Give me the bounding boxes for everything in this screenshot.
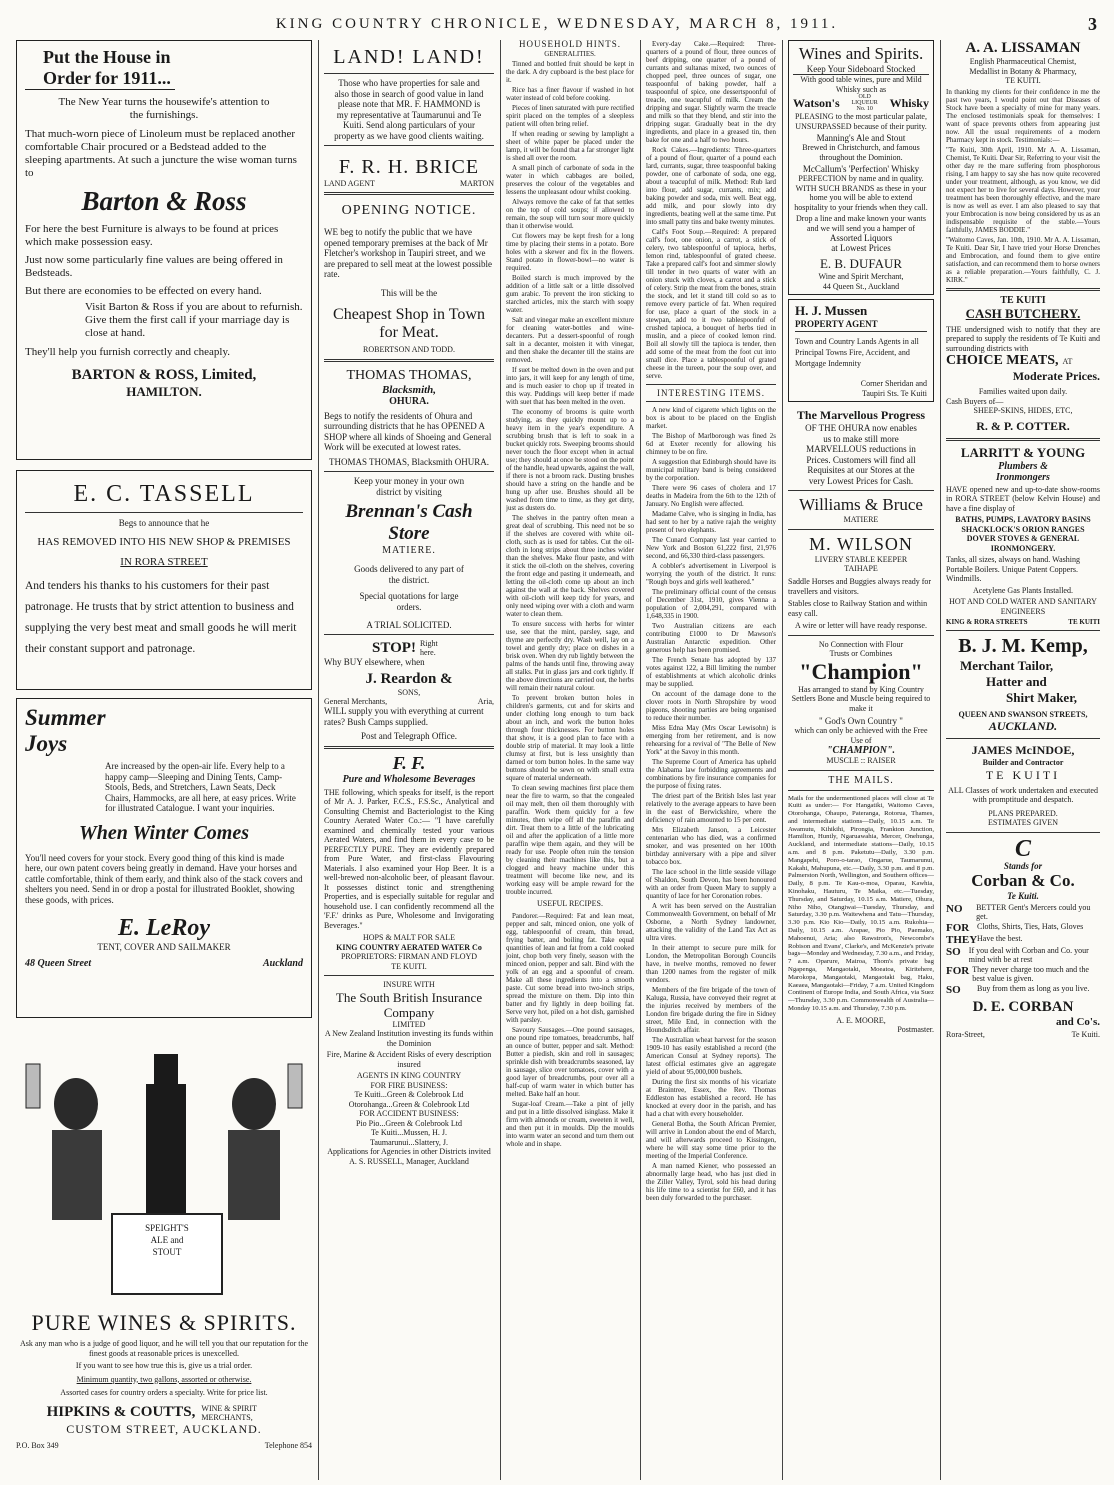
text: PLEASING to the most particular palate, UNSURPASSED because of their purity. xyxy=(795,112,927,131)
paragraph: To clean sewing machines first place them near the fire to warm, so that the congealed oil may melt, then oil them thoroughly with paraffin. Work them quickly for a few minutes, then wipe off all the paraffin and dirt. Treat them to a little of the lubricating oil and after the application of a little more paraffin wipe them again, and they will be ready for use. People often ruin the tension by cleaning their machines like this, but a clogged and heavy machine under this treatment will become like new, and its working easy will be ample reward for the trouble incurred. xyxy=(506,784,634,896)
text: IN RORA STREET xyxy=(120,556,208,568)
paragraph: Tinned and bottled fruit should be kept in the dark. A dry cupboard is the best place for it. xyxy=(506,60,634,84)
text: In thanking my clients for their confidence in me the past two years, I would point out that Diseases of Stock have been a specialty of mine for many years. The enclosed testimonials speak for themselves: I want of space prevents others from appearing just now. All the usual requirements of a modern Pharmacy kept in stock. Testimonials:— xyxy=(946,87,1100,144)
name: "Champion" xyxy=(799,658,923,684)
text: This will be the xyxy=(380,287,438,298)
text: A New Zealand Institution investing its funds within the Dominion xyxy=(324,1029,494,1048)
text: That much-worn piece of Linoleum must be replaced another comfortable Chair procured or a Bedstead added to the sleeping apartments. At such a juncture the wise woman turns to xyxy=(25,128,297,179)
column-4 xyxy=(646,40,776,1480)
paragraph: Calf's Foot Soup.—Required: A prepared calf's foot, one onion, a carrot, a stick of celery, two tablespoonful of tapioca, herbs, lemon rind, tablespoonful of grated cheese. Take a prepared calf's foot and simmer slowly till tender in two quarts of water with an onion stuck with cloves, a carrot and a stick of celery. Strip the meat from the bones, strain the stock, and let it stand till cold so as to remove every particle of fat. When required for use, place a quart of the stock in a stewpan, add to it two tablespoonful of crushed tapioca, a bouquet of herbs tied in muslin, and a piece of cooked lemon rind. Boil all slowly till the tapioca is tender, then add some of the meat from the foot cut into small dice. Place a tablespoonful of grated cheese in the tureen, pour the soup over, and serve. xyxy=(646,228,776,380)
text: Pure and Wholesome Beverages xyxy=(342,773,476,785)
text: Post and Telegraph Office. xyxy=(360,731,457,741)
text: 44 Queen St., Auckland xyxy=(822,281,900,291)
firm: R. & P. COTTER. xyxy=(976,418,1070,433)
text: Ask any man who is a judge of good liquor, and he will tell you that our reputation for the finest goods at reasonable prices is unexcelled. xyxy=(19,1339,309,1358)
text: MUSCLE :: RAISER xyxy=(826,756,896,765)
ad-tassell xyxy=(16,470,312,690)
text: THE undersigned wish to notify that they are prepared to supply the residents of Te Kuiti and surrounding districts with xyxy=(946,324,1100,353)
text: HOT AND COLD WATER AND SANITARY ENGINEERS xyxy=(949,597,1097,616)
text: Families waited upon daily. xyxy=(978,387,1068,396)
text: ROBERTSON AND TODD. xyxy=(363,345,455,354)
text: With good table wines, pure and Mild Whisky such as xyxy=(800,75,922,94)
text: AT xyxy=(1062,357,1073,366)
text: A wire or letter will have ready response. xyxy=(795,621,927,630)
telephone: Telephone 854 xyxy=(264,1440,312,1450)
text: THE following, which speaks for itself, is the report of Mr A. J. Parker, F.C.S., F.S.Sc., Analytical and Consulting Chemist and Bacteriologist to the King Country Aerated Water Co.:— "I have carefully examined and chemically tested your various Aerated Waters, and find them in every case to be PERFECTLY PURE. They are evidently prepared from Pure Water, and first-class Flavouring Materials. I also examined your Hop Beer. It is a well-brewed non-alcoholic beer, of pleasant flavour. It possesses distinct tonic and strengthening Properties, and is especially suitable for regular and household use. I can confidently recommend all the 'F.F.' drinks as Pure, Wholesome and Invigorating Beverages." xyxy=(324,787,494,930)
text: Wine and Spirit Merchant, xyxy=(818,272,904,281)
item: Two Australian citizens are each contributing £1000 to Dr Mawson's Australian Antarctic expedition. Other generous help has been promised. xyxy=(646,622,776,654)
text: Mails for the undermentioned places will close at Te Kuiti as under:— For Hangatiki, Waitomo Caves, Otorohanga, Ohaupo, Pateranga, Rotorua, Thames, and intermediate stations—Daily, 10.15 a.m. Te Awamutu, Kihikihi, Pirongia, Frankton Junction, Hamilton, Huntly, Ngaruawahia, Mercer, Onehunga, Auckland, and intermediate stations—Daily, 10.15 a.m. and 8 p.m. Paketutu—Daily, 3.30 p.m. Mangapehi, Poro-o-tarao, Ongarue, Taumarunui, Kakahi, Mahupuna, etc.—Daily, 3.30 p.m. and 8 p.m. Palmerston North, Wellington, and Southern offices—Daily, 8 p.m. Te Kau-o-moa, Oparau, Kawhia, Kinohaku, Hauturu, Te Maika, etc.—Tuesday, Thursday, and Saturday, 10.15 a.m. Matiere, Ohura, Niho Niho, Otangiwai—Tuesday, Thursday, and Saturday, 3.30 p.m. Waitewhena and Tatu—Thursday, 3.30 p.m. Kio Kio—Daily, 10.15 a.m. Rukohia—Daily, 10.15 a.m. Arapae, Pio Pio, Paemako, Mahoenui, Aria; also Rawstron's, Newcombe's Robison and Evans', Clarke's, and McKenzie's private bags—Monday and Wednesday, 7.30 a.m., and Friday, 7 a.m. Oparure, Mairoa, Thom's private bag Ngapenga, Mangaotaki, Moeatoa, Kiritehere, Marokopa, Mangaotaki, Mangaotaki bag, Haku, Kaeaea, Mangaotaki—Friday, 7 a.m. United Kingdom Continent of Europe India, and South Africa, via Suez—Thursday, 3.30 p.m. Commonwealth of Australia—Monday 10.15 a.m. and Thursday, 7.30 p.m. xyxy=(788,794,934,1013)
text: Tanks, all sizes, always on hand. Washing Portable Boilers. Unique Patent Coppers. Windmills. xyxy=(946,555,1080,583)
text: If you want to see how true this is, give us a trial order. xyxy=(75,1361,253,1370)
name: F. R. H. BRICE xyxy=(338,156,480,178)
text: Town and Country Lands Agents in all Principal Towns Fire, Accident, and Mortgage Indemnity xyxy=(795,337,919,368)
text: FOR xyxy=(946,964,970,977)
paragraph: Rice has a finer flavour if washed in hot water instead of cold before cooking. xyxy=(506,86,634,102)
heading: TE KUITI xyxy=(1000,294,1046,306)
text: TE KUITI xyxy=(985,767,1061,782)
subheading: GENERALITIES. xyxy=(544,50,596,58)
text: Why BUY elsewhere, when xyxy=(324,657,425,667)
paragraph: Boiled starch is much improved by the addition of a little salt or a little dissolved gum arabic. To prevent the iron sticking to starched articles, mix the starch with soapy water. xyxy=(506,274,634,314)
text: LAND AGENT xyxy=(324,179,375,188)
column-rule xyxy=(782,40,783,1480)
heading: CASH BUTCHERY. xyxy=(965,305,1081,321)
text: OF THE OHURA now enables us to make still more MARVELLOUS reductions in Prices. Customers will find all Requisites at our Stores at the very Lowest Prices for Cash. xyxy=(805,423,917,486)
heading: The Marvellous Progress xyxy=(796,408,926,422)
page-number: 3 xyxy=(1088,14,1100,34)
column-rule xyxy=(640,40,641,1480)
text: They never charge too much and the best value is given. xyxy=(972,964,1089,983)
firm: HIPKINS & COUTTS, xyxy=(46,1404,196,1420)
heading: THE MAILS. xyxy=(828,774,894,786)
text: NO xyxy=(946,902,963,915)
text: A TRIAL SOLICITED. xyxy=(366,620,452,630)
column-2 xyxy=(324,40,494,1480)
text: Right here. xyxy=(419,639,438,657)
text: SO xyxy=(946,983,961,996)
text: Special quotations for large orders. xyxy=(359,591,459,612)
text: TE KUITI xyxy=(1068,618,1100,626)
text: WE beg to notify the public that we have opened temporary premises at the back of Mr Fletcher's workshop in Taupiri street, and we are prepared to sell meat at the lowest possible rate. xyxy=(324,227,492,279)
text: MARTON xyxy=(459,179,494,188)
text: Minimum quantity, two gallons, assorted or otherwise. xyxy=(76,1374,252,1384)
text: Buy from them as long as you live. xyxy=(977,983,1090,993)
text: BETTER Gent's Mercers could you get. xyxy=(976,902,1091,921)
name: F. F. xyxy=(392,752,426,773)
text: Stables close to Railway Station and within easy call. xyxy=(788,599,928,618)
text: Blacksmith, xyxy=(381,383,437,396)
text: Moderate Prices. xyxy=(1012,369,1100,383)
name: E. LeRoy xyxy=(118,915,210,941)
text: But there are economies to be effected on every hand. xyxy=(25,285,262,297)
household-hints xyxy=(506,60,634,896)
text: Saddle Horses and Buggies always ready for travellers and visitors. xyxy=(788,577,932,596)
item: The French Senate has adopted by 137 votes against 122, a Bill limiting the number of establishments at which alcoholic drinks may be supplied. xyxy=(646,656,776,688)
name: Corban & Co. xyxy=(971,870,1075,890)
text: Are increased by the open-air life. Every help to a happy camp—Sleeping and Dining Tents, Camp-Stools, Beds, and Stretchers, Lawn Seats, Deck Chairs, Hammocks, are all here, at easy prices. Write for illustrated Catalogue. I want your inquiries. xyxy=(105,761,296,813)
text: Applications for Agencies in other Districts invited xyxy=(327,1147,491,1156)
text: INSURE WITH xyxy=(383,980,435,989)
text: DOVER STOVES & GENERAL xyxy=(966,534,1080,543)
masthead-title: KING COUNTRY CHRONICLE, WEDNESDAY, MARCH 8, 1911. xyxy=(275,16,839,32)
text: Shirt Maker, xyxy=(1006,690,1078,705)
text: Medallist in Botany & Pharmacy, xyxy=(969,66,1077,76)
text: PLANS PREPARED. xyxy=(988,808,1058,818)
heading: Summer xyxy=(25,705,106,730)
text: Postmaster. xyxy=(897,1025,934,1035)
text: OHURA. xyxy=(389,395,429,407)
text: HAS REMOVED INTO HIS NEW SHOP & PREMISES xyxy=(37,536,291,548)
text: Aria, xyxy=(477,697,494,706)
text: Acetylene Gas Plants Installed. xyxy=(973,585,1073,595)
name: E. C. TASSELL xyxy=(25,481,303,513)
paragraph: The economy of brooms is quite worth studying, as they quickly mount up to a heavy item in the year's expenditure. A scrubbing brush that is left to soak in a bucket quickly rots. Sweeping brooms should never touch the floor except when in actual use; they should at once be stood on the point of the handle, head upwards, against the wall, if there is not a broom rack. Dusting brushes should have a string on the handle and be hung up after use. Brushes should all be washed from time to time, as they get dirty, just as dusters do. xyxy=(506,408,634,512)
brand: McCallum's 'Perfection' Whisky xyxy=(802,164,920,174)
text: Begs to notify the residents of Ohura and surrounding districts that he has OPENED A SHOP where all kinds of Shoeing and General Work will be executed at lowest rates. xyxy=(324,410,492,452)
name: J. Reardon & xyxy=(365,670,453,687)
drinkers-illustration xyxy=(16,1024,312,1304)
paragraph: Always remove the cake of fat that settles on the top of cold soups; if allowed to remain, the soup will turn sour more quickly than it otherwise would. xyxy=(506,198,634,230)
paragraph: Every-day Cake.—Required: Three-quarters of a pound of flour, three ounces of beef dripping, one quarter of a pound of currants and sultanas mixed, two ounces of chopped peel, three ounces of sugar, one teaspoonful of baking powder, half a teaspoonful of spice, one dessertspoonful of treacle, one teacupful of milk. Cream the dripping and sugar. Slightly warm the treacle and milk so that they blend, and stir into the dripping sugar. Gradually beat in the dry ingredients, and place in a greased tin, then bake for one and a half to two hours. xyxy=(646,40,776,144)
heading: Order for 1911... xyxy=(25,68,175,90)
brand: Manning's Ale and Stout xyxy=(816,133,906,143)
item: A man named Kiener, who possessed an abnormally large head, who has just died in the Ziller Valley, Tyrol, sold his head during his life time to a scientist for £60, and it has been duly forwarded to the purchaser. xyxy=(646,1162,776,1202)
brand: Whisky xyxy=(889,95,929,110)
paragraph: Cut flowers may be kept fresh for a long time by placing their stems in a potato. Bore holes with a skewer and fix in the flowers. Stand potato in flower-bowl—no water is required. xyxy=(506,232,634,272)
text: PERFECTION by name and in quality. WITH SUCH BRANDS as these in your home you will be able to extend hospitality to your friends when they call. xyxy=(794,174,928,212)
city: Auckland xyxy=(262,958,303,969)
name: Brennan's Cash Store xyxy=(345,501,473,544)
text: Keep your money in your own district by visiting xyxy=(353,476,465,497)
text: FOR FIRE BUSINESS: xyxy=(370,1080,448,1090)
item: General Botha, the South African Premier, will arrive in London about the end of March, and will afterwards proceed to Kissingen, where he will stay some time prior to the meeting of the Imperial Conference. xyxy=(646,1120,776,1160)
text: TAIHAPE xyxy=(844,563,878,573)
text: General Merchants, xyxy=(324,697,388,706)
text: They'll help you furnish correctly and cheaply. xyxy=(25,346,231,358)
town: HAMILTON. xyxy=(126,384,202,399)
text: Have the best. xyxy=(977,933,1023,943)
text: QUEEN AND SWANSON STREETS, xyxy=(958,710,1088,719)
text: SHACKLOCK'S ORION RANGES xyxy=(961,524,1085,534)
item: There were 96 cases of cholera and 17 deaths in Madeira from the 6th to the 12th of January. No English were affected. xyxy=(646,484,776,508)
column-5 xyxy=(788,40,934,1480)
text: IRONMONGERY. xyxy=(990,543,1056,553)
paragraph: A small pinch of carbonate of soda in the water in which cabbages are boiled, preserves the colour of the vegetables and lessens the unpleasant odour whilst cooking. xyxy=(506,164,634,196)
label: STOUT xyxy=(152,1247,182,1257)
ad-barton-ross xyxy=(16,40,312,460)
text: which can only be achieved with the Free Use of xyxy=(794,726,928,745)
item: Mrs Elizabeth Janson, a Leicester centenarian who has died, was a confirmed smoker, and was presented on her 100th birthday anniversary with a pipe and silver tobacco box. xyxy=(646,826,776,866)
text: MATIERE. xyxy=(382,545,436,556)
paragraph: Pieces of linen saturated with pure rectified spirit placed on the temples of a sleepless patient will often bring relief. xyxy=(506,104,634,128)
text: TE KUITI. xyxy=(391,961,427,971)
brand: Barton & Ross xyxy=(81,186,247,216)
text: Hatter and xyxy=(986,674,1047,689)
item: The Bishop of Marlborough was fined 2s 6d at Exeter recently for allowing his chimney to be on fire. xyxy=(646,432,776,456)
po-box: P.O. Box 349 xyxy=(16,1440,59,1450)
text: HOPS & MALT FOR SALE xyxy=(362,933,456,942)
text: The New Year turns the housewife's attention to the furnishings. xyxy=(58,96,270,121)
item: A suggestion that Edinburgh should have its municipal military band is being considered by the corporation. xyxy=(646,458,776,482)
text: SHEEP-SKINS, HIDES, ETC, xyxy=(973,406,1073,415)
address: CUSTOM STREET, AUCKLAND. xyxy=(66,1421,262,1436)
paragraph: To prevent broken button holes in children's garments, cut and for skirts and under clothing long enough to turn back about an inch, and work the button holes through four thicknesses. For button holes that show, it is a good plan to face with a double strip of material. It may look a little clumsy at first, but is less unsightly than darned or torn button holes. In the same way buttons should be sewn on with small extra square of material underneath. xyxy=(506,694,634,782)
label: SPEIGHT'S xyxy=(145,1223,189,1233)
text: PROPERTY AGENT xyxy=(795,319,927,332)
subheading: USEFUL RECIPES. xyxy=(537,899,603,908)
name: M. WILSON xyxy=(809,533,913,554)
text: Pio Pio...Green & Colebrook Ltd xyxy=(356,1118,462,1128)
brand: Watson's xyxy=(793,95,840,110)
column-1 xyxy=(16,40,312,1480)
item: The lace school in the little seaside village of Shaldon, South Devon, has been honoured with an order from Queen Mary to supply a quantity of lace for her Coronation robes. xyxy=(646,868,776,900)
text: You'll need covers for your stock. Every good thing of this kind is made here, our own patent covers being greatly in demand. Have your horses and cattle comfortable, think of them early, and think also of the stack covers and shelters you need. Send in or drop a postal for illustrated Booklet, showing these goods, with prices. xyxy=(25,852,303,905)
text: Te Kuiti...Mussen, H. J. xyxy=(370,1128,448,1137)
paragraph: Salt and vinegar make an excellent mixture for cleaning water-bottles and wine-decanters. Put a dessert-spoonful of rough salt in a decanter, moisten it with vinegar, and then shake the decanter till the stains are removed. xyxy=(506,316,634,364)
letter: C xyxy=(1014,835,1031,862)
text: Te Kuiti...Green & Colebrook Ltd xyxy=(354,1090,464,1099)
trade: WINE & SPIRIT MERCHANTS, xyxy=(201,1403,257,1422)
text: Assorted cases for country orders a specialty. Write for price list. xyxy=(60,1388,268,1397)
text: HAVE opened new and up-to-date show-rooms in RORA STREET (below Kelvin House) and have a fine display of xyxy=(946,484,1100,513)
paragraph: Sugar-loaf Cream.—Take a pint of jelly and put in a little dissolved isinglass. Make it firm with almonds or cream, sweeten it well, and then put it in moulds. Dip the moulds into warm water an second and turn them out whole and in shape. xyxy=(506,1100,634,1148)
text: Taupiri Sts. Te Kuiti xyxy=(862,388,927,398)
heading: Wines and Spirits. xyxy=(798,44,924,63)
text: ESTIMATES GIVEN xyxy=(988,818,1058,827)
brand: "CHAMPION". xyxy=(826,745,896,756)
name: H. J. Mussen xyxy=(795,303,868,318)
name: A. A. LISSAMAN xyxy=(965,40,1081,56)
text: A. E. MOORE, xyxy=(836,1015,886,1025)
text: If you deal with Corban and Co. your mind with be at rest xyxy=(968,945,1089,964)
masthead xyxy=(0,2,1114,36)
heading: When Winter Comes xyxy=(78,821,250,844)
text: LIVERY STABLE KEEPER xyxy=(814,554,908,564)
heading: HOUSEHOLD HINTS. xyxy=(519,40,621,49)
paragraph: Pandorer.—Required: Fat and lean meat, pepper and salt, minced onion, one yolk of egg, tablespoonful of cream, thin bread, frying batter, and boiling fat. Take equal quantities of lean and fat from a cold cooked joint, chop both very finely, season with the minced onion, pepper and salt. Bind with the yolk of an egg and a spoonful of cream. Make all these ingredients into a smooth paste. Cut some bread into two-inch strips, spread the mixture on them. Dip into thin batter and fry lightly in deep boiling fat. Serve very hot, piled on a hot dish, garnished with parsley. xyxy=(506,912,634,1024)
paragraph: If when reading or sewing by lamplight a sheet of white paper be placed under the lamp, it will be found that a far stronger light is shed all over the room. xyxy=(506,130,634,162)
text: Assorted Liquors xyxy=(829,233,893,243)
heading: OPENING NOTICE. xyxy=(341,203,477,218)
text: Trusts or Combines xyxy=(829,649,893,658)
text: Has arranged to stand by King Country Settlers Bone and Muscle being required to make it xyxy=(791,684,931,713)
text: BATHS, PUMPS, LAVATORY BASINS xyxy=(955,515,1091,524)
item: In their attempt to secure pure milk for London, the Metropolitan Borough Councils have, in twelve months, removed no fewer than 1200 names from the register of milk vendors. xyxy=(646,944,776,984)
firm: D. E. CORBAN xyxy=(972,998,1074,1015)
heading: Joys xyxy=(25,731,68,756)
item: The driest part of the British Isles last year relatively to the average appears to have been in the east of Berwickshire, where the deficiency of rain amounted to 15 per cent. xyxy=(646,792,776,824)
name: B. J. M. Kemp, xyxy=(958,635,1088,657)
text: Begs to announce that he xyxy=(118,518,210,528)
text: Visit Barton & Ross if you are about to refurnish. Give them the first call if your marriage day is close at hand. xyxy=(85,301,303,339)
text: WILL supply you with everything at current rates? Bush Camps supplied. xyxy=(324,706,484,727)
item: The Australian wheat harvest for the season 1909-10 has easily established a record (the American Consul at Sydney reports). The latest official estimates give an aggregate yield of about 95,000,000 bushels. xyxy=(646,1036,776,1076)
column-rule xyxy=(940,40,941,1480)
text: THEY xyxy=(946,933,978,946)
text: KING & RORA STREETS xyxy=(946,618,1028,626)
heading: PURE WINES & SPIRITS. xyxy=(31,1310,297,1335)
item: A writ has been served on the Australian Commonwealth Government, on behalf of Mr Osborne, a North Sydney landowner, attacking the validity of the Land Tax Act as ultra vires. xyxy=(646,902,776,942)
text: No Connection with Flour xyxy=(818,639,904,649)
heading: Put the House in xyxy=(43,47,171,67)
item: On account of the damage done to the clover roots in North Shropshire by wood pigeons, shooting parties are being organised to reduce their number. xyxy=(646,690,776,722)
heading: INTERESTING ITEMS. xyxy=(657,388,765,398)
text: FOR ACCIDENT BUSINESS: xyxy=(359,1109,459,1118)
name: THOMAS THOMAS, xyxy=(346,367,472,383)
name: Williams & Bruce xyxy=(799,495,923,514)
address: 48 Queen Street xyxy=(25,958,92,969)
text: KING COUNTRY AERATED WATER Co xyxy=(336,942,482,952)
text: Those who have properties for sale and also those in search of good value in land please note that MR. F. HAMMOND is my representative at Taumarunui and Te Kuiti. Send along particulars of your property as we have good clients waiting. xyxy=(334,78,484,141)
item: The preliminary official count of the census of December 31st, 1910, gives Vienna a population of 2,004,291, compared with 1,648,335 in 1900. xyxy=(646,588,776,620)
label: ALE and xyxy=(150,1235,184,1245)
text: Taumarunui...Slattery, J. xyxy=(369,1137,448,1147)
paragraph: If suet be melted down in the oven and put into jars, it will keep for any length of time, and is much easier to chop up if treated in this way. Puddings will keep better if made with suet that has been melted in the oven. xyxy=(506,366,634,406)
item: Madame Calve, who is singing in India, has had sent to her by a native rajah the weighty present of two elephants. xyxy=(646,510,776,534)
text: AGENTS IN KING COUNTRY xyxy=(356,1071,462,1080)
text: Cloths, Shirts, Ties, Hats, Gloves xyxy=(977,921,1084,931)
text: OLD LIQUEUR No. 10 xyxy=(851,94,878,112)
text: Brewed in Christchurch, and famous throughout the Dominion. xyxy=(802,143,920,162)
text: Merchant Tailor, xyxy=(960,658,1054,673)
firm: and Co's. xyxy=(1055,1015,1100,1028)
item: A new kind of cigarette which lights on the box is about to be placed on the English market. xyxy=(646,406,776,430)
text: Te Kuiti. xyxy=(1071,1029,1100,1039)
heading: STOP! xyxy=(372,639,416,656)
paragraph: To ensure success with herbs for winter use, see that the mint, parsley, sage, and thyme are perfectly dry. Wash well, lay on a towel and gently dry; place on dishes in a brisk oven. When dry rub lightly between the palms of the hands until fine, throwing away all stalks. Put in glass jars and cork tightly. If the above directions are carried out, the herbs will remain their natural colour. xyxy=(506,620,634,692)
text: MATIERE xyxy=(843,515,879,524)
text: AUCKLAND. xyxy=(988,719,1058,733)
paragraph: Rock Cakes.—Ingredients: Three-quarters of a pound of flour, quarter of a pound each lard, currants, sugar, three teaspoonful baking powder, one of carbonate of soda, one egg, about a teacupful of milk. Method: Rub lard into flour, add sugar, currants, mix; add baking powder and soda, mix well. Beat egg, add milk, and pour slowly into dry ingredients, beating well at the same time. Put into small patty tins and bake twenty minutes. xyxy=(646,146,776,226)
ad-dufaur xyxy=(788,40,934,295)
item: Members of the fire brigade of the town of Kaluga, Russia, have conveyed their regret at the injuries received by members of the London fire brigade during the fire in Sidney street, Mile End, in connection with the Houndsditch affair. xyxy=(646,986,776,1034)
text: Fire, Marine & Accident Risks of every description insured xyxy=(326,1050,492,1069)
text: Just now some particularly fine values are being offered in Bedsteads. xyxy=(25,254,283,279)
item: A cobbler's advertisement in Liverpool is worrying the youth of the district. It runs: "Rough boys and girls well leathered." xyxy=(646,562,776,586)
paragraph: Savoury Sausages.—One pound sausages, one pound ripe tomatoes, breadcrumbs, half an ounce of butter, pepper and salt. Method: Butter a piedish, skin and roll in sausages; sprinkle dish with breadcrumbs seasoned, lay in sausage, slice over tomatoes, cover with a good layer of breadcrumbs, pour over all a half-cup of warm water in which butter has melted. Bake half an hour. xyxy=(506,1026,634,1098)
text: Keep Your Sideboard Stocked xyxy=(793,64,929,75)
ad-leroy xyxy=(16,698,312,1018)
item: The Supreme Court of America has upheld the Alabama law forbidding agreements and combinations by fire insurance companies for the purpose of fixing rates. xyxy=(646,758,776,790)
text: Te Kuiti. xyxy=(1007,890,1039,901)
name: LARRITT & YOUNG xyxy=(960,444,1086,460)
text: Goods delivered to any part of the district. xyxy=(354,564,464,585)
name: The South British Insurance Company xyxy=(335,989,483,1020)
text: Drop a line and make known your wants and we will send you a hamper of xyxy=(796,214,926,233)
text: " God's Own Country " xyxy=(819,716,903,726)
text: Builder and Contractor xyxy=(982,758,1064,767)
name: JAMES McINDOE, xyxy=(971,743,1075,757)
text: THOMAS THOMAS, Blacksmith OHURA. xyxy=(328,456,490,467)
paragraph: The shelves in the pantry often mean a great deal of scrubbing. This need not be so if the shelves are covered with white oil-cloth, such as is used for tables. Cut the oil-cloth in long strips about three inches wider than the shelves. Make flour paste, and with it stick the oil-cloth on the shelves, covering the front edge and pasting it underneath, and letting the oil-cloth come up about an inch against the wall at the back. Shelves covered with oil-cloth will keep tidy for years, and only need wiping over with a cloth and warm water to clean them. xyxy=(506,514,634,618)
text: TENT, COVER AND SAILMAKER xyxy=(97,942,231,952)
text: SONS, xyxy=(397,687,421,697)
text: SO xyxy=(946,945,961,958)
text: Cash Buyers of— xyxy=(946,396,1004,406)
firm: BARTON & ROSS, Limited, xyxy=(71,367,257,383)
text: at Lowest Prices xyxy=(831,243,891,253)
text: CHOICE MEATS, xyxy=(946,353,1059,368)
ad-hipkins-coutts xyxy=(16,1024,312,1450)
text: And tenders his thanks to his customers for their past patronage. He trusts that by strict attention to business and supplying the very best meat and small goods he will merit their constant support and patronage. xyxy=(25,580,297,655)
heading: LAND! LAND! xyxy=(333,46,485,68)
text: "Te Kuiti, 30th April, 1910. Mr A. A. Lissaman, Chemist, Te Kuiti. Dear Sir, Referring to your visit the other day re the mare suffering from phosphorous rising, I am happy to say she has now quite recovered under your treatment, although, as you know, we did not expect her to live for several days. However, your treatment has been thoroughly effective, and the mare is now as well as ever. I am also pleased to say that your Embrocation is now being considered by us as an indispensable requisite of the stable.—Yours faithfully, JAMES BODDIE." xyxy=(946,145,1100,234)
illustration xyxy=(16,1024,312,1354)
text: FOR xyxy=(946,921,970,934)
text: Corner Sheridan and xyxy=(860,379,927,388)
name: E. B. DUFAUR xyxy=(819,256,903,271)
item: During the first six months of his vicariate at Braintree, Essex, the Rev. Thomas Eddleston has established a record. He has knocked at every door in the parish, and has had a chat with every householder. xyxy=(646,1078,776,1118)
item: Miss Edna May (Mrs Oscar Lewisohn) is emerging from her retirement, and is now rehearsing for a revival of "The Belle of New York" at the Savoy in this month. xyxy=(646,724,776,756)
text: TE KUITI. xyxy=(1005,76,1041,85)
text: Rora-Street, xyxy=(946,1029,985,1039)
text: Otorohanga...Green & Colebrook Ltd xyxy=(348,1099,470,1109)
text: For here the best Furniture is always to be found at prices which make possession easy. xyxy=(25,223,279,248)
text: "Waitomo Caves, Jan. 10th, 1910. Mr A. A. Lissaman, Te Kuiti. Dear Sir, I have tried your Horse Drenches and Embrocation, and found them to give entire satisfaction, and can recommend them to horse owners as a reliable preparation.—Yours faithfully, C. J. KIRK." xyxy=(946,235,1100,284)
ad-mussen xyxy=(788,299,934,402)
text: LIMITED xyxy=(392,1019,426,1029)
text: ALL Classes of work undertaken and executed with promptitude and despatch. xyxy=(948,785,1098,804)
text: English Pharmaceutical Chemist, xyxy=(969,57,1077,66)
item: The Cunard Company last year carried to New York and Boston 61,222 first, 21,976 second, and 66,330 third-class passengers. xyxy=(646,536,776,560)
text: Plumbers & Ironmongers xyxy=(996,460,1050,483)
text: A. S. RUSSELL, Manager, Auckland xyxy=(349,1156,469,1166)
column-rule xyxy=(500,40,501,1480)
text: Cheapest Shop in Town for Meat. xyxy=(333,306,485,341)
text: PROPRIETORS: FIRMAN AND FLOYD xyxy=(340,952,478,961)
column-3 xyxy=(506,40,634,1480)
column-6 xyxy=(946,40,1100,1480)
text: Stands for xyxy=(1003,860,1043,871)
column-rule xyxy=(318,40,319,1480)
